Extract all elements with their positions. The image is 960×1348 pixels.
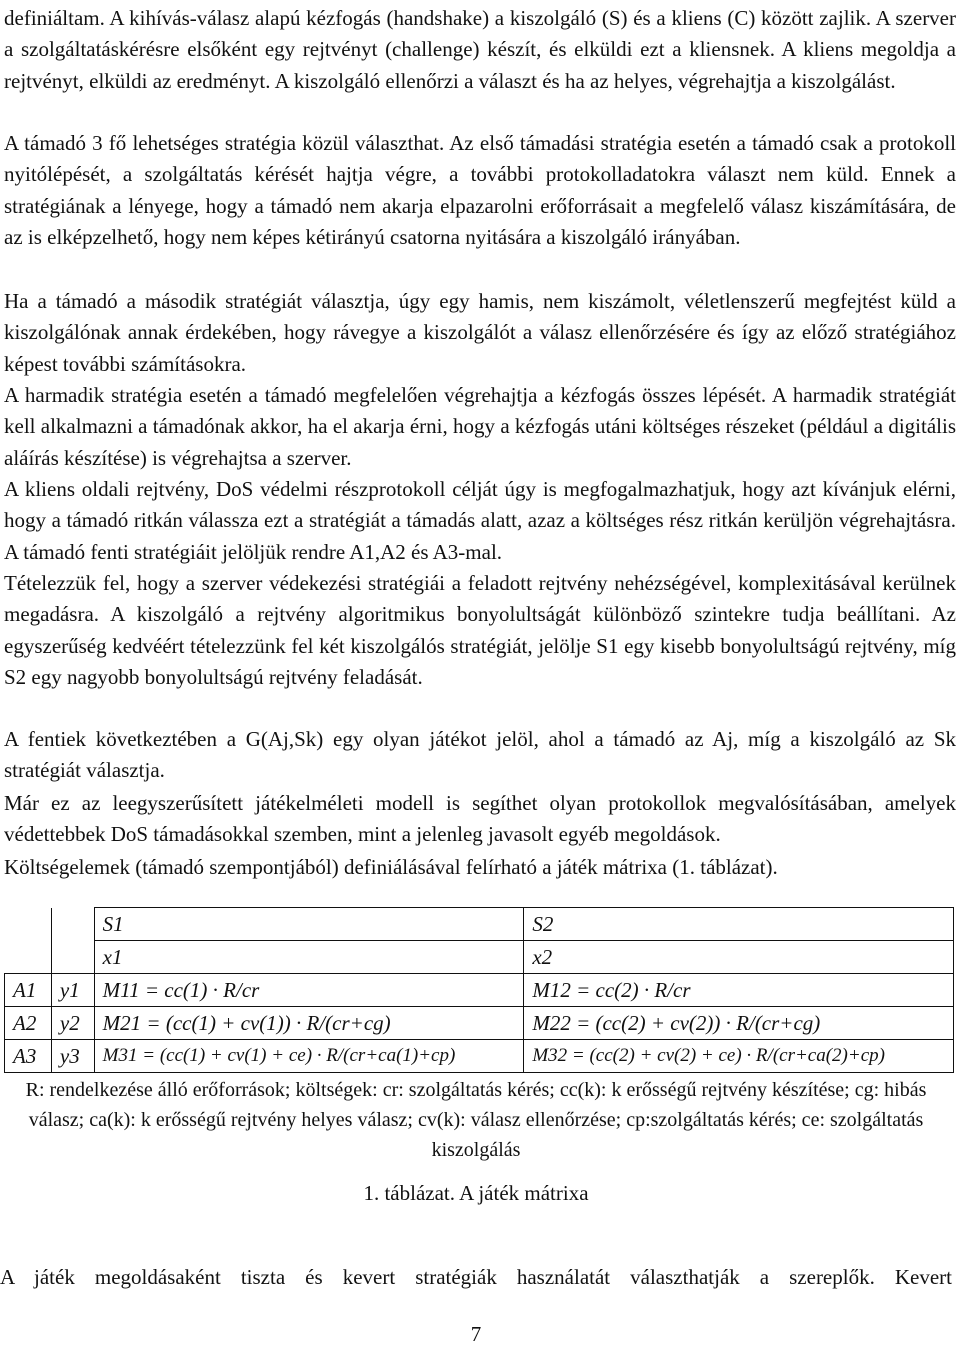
cell-m31: M31 = (cc(1) + cv(1) + ce) · R/(cr+ca(1)+cp) [94,1040,524,1073]
paragraph-9: Költségelemek (támadó szempontjából) definiálásával felírható a játék mátrixa (1. táblázat). [4,855,778,879]
header-x2: x2 [524,941,954,974]
row-a3: A3 [5,1040,52,1073]
paragraph-2: A támadó 3 fő lehetséges stratégia közül választhat. Az első támadási stratégia esetén a támadó csak a protokoll nyitólépését, a szolgáltatás kérését hajtja végre, a további protokolladatokra választ nem küld. Ennek a stratégiának a lényege, hogy a támadó nem akarja elpazarolni erőforrásait a megfelelő válasz kiszámítására, de az is elképzelhető, hogy nem képes kétirányú csatorna nyitására a kiszolgáló irányában. [4,131,956,250]
paragraph-10: A játék megoldásaként tiszta és kevert stratégiák használatát választhatják a szereplők. Kevert [0,1265,952,1289]
header-x1: x1 [94,941,524,974]
paragraph-8: Már ez az leegyszerűsített játékelméleti modell is segíthet olyan protokollok megvalósításában, amelyek védettebbek DoS támadásokkal szemben, mint a jelenleg javasolt egyéb megoldások. [4,791,956,847]
header-s1: S1 [94,908,524,941]
table-caption: 1. táblázat. A játék mátrixa [363,1181,589,1205]
row-y3: y3 [51,1040,94,1073]
row-a2: A2 [5,1007,52,1040]
table-note: R: rendelkezése álló erőforrások; költségek: cr: szolgáltatás kérés; cc(k): k erősségű rejtvény készítése; cg: hibás válasz; ca(k): k erősségű rejtvény helyes válasz; cv(k): válasz ellenőrzése; cp:szolgáltatás kérés; ce: szolgáltatás kiszolgálás [25,1079,927,1161]
paragraph-5: A kliens oldali rejtvény, DoS védelmi részprotokoll célját úgy is megfogalmazhatjuk, hogy azt kívánjuk elérni, hogy a támadó ritkán válassza ezt a stratégiát a támadás alatt, azaz a költséges rész ritkán kerüljön végrehajtásra. A támadó fenti stratégiáit jelöljük rendre A1,A2 és A3-mal. [4,477,956,564]
paragraph-1: definiáltam. A kihívás-válasz alapú kézfogás (handshake) a kiszolgáló (S) és a kliens (C) között zajlik. A szerver a szolgáltatáskérésre elsőként egy rejtvényt (challenge) készít, és elküldi ezt a kliensnek. A kliens megoldja a rejtvényt, elküldi az eredményt. A kiszolgáló ellenőrzi a választ és ha az helyes, végrehajtja a kiszolgálást. [4,6,956,93]
row-a1: A1 [5,974,52,1007]
table-subheader-row [5,941,954,974]
table-header-row [5,908,954,941]
cell-m21: M21 = (cc(1) + cv(1)) · R/(cr+cg) [94,1007,524,1040]
table-row [5,1040,954,1073]
paragraph-4: A harmadik stratégia esetén a támadó megfelelően végrehajtja a kézfogás összes lépését. A harmadik stratégiát kell alkalmazni a támadónak akkor, ha el akarja érni, hogy a kézfogás utáni költséges részeket (például a digitális aláírás készítése) is végrehajtsa a szerver. [4,383,956,470]
cell-m12: M12 = cc(2) · R/cr [524,974,954,1007]
table-row [5,1007,954,1040]
cell-m22: M22 = (cc(2) + cv(2)) · R/(cr+cg) [524,1007,954,1040]
cell-m32: M32 = (cc(2) + cv(2) + ce) · R/(cr+ca(2)+cp) [524,1040,954,1073]
header-s2: S2 [524,908,954,941]
cell-m11: M11 = cc(1) · R/cr [94,974,524,1007]
paragraph-6: Tételezzük fel, hogy a szerver védekezési stratégiái a feladott rejtvény nehézségével, komplexitásával kerülnek megadásra. A kiszolgáló a rejtvény algoritmikus bonyolultságát különböző szintekre tudja beállítani. Az egyszerűség kedvéért tételezzünk fel két kiszolgálós stratégiát, jelölje S1 egy kisebb bonyolultságú rejtvény, míg S2 egy nagyobb bonyolultságú rejtvény feladását. [4,571,956,690]
paragraph-7: A fentiek következtében a G(Aj,Sk) egy olyan játékot jelöl, ahol a támadó az Aj, míg a kiszolgáló az Sk stratégiát választja. [4,727,956,783]
page-number: 7 [470,1322,482,1346]
game-matrix-table [4,907,954,1073]
table-row [5,974,954,1007]
row-y1: y1 [51,974,94,1007]
paragraph-3: Ha a támadó a második stratégiát választja, úgy egy hamis, nem kiszámolt, véletlenszerű megfejtést küld a kiszolgálónak annak érdekében, hogy rávegye a kiszolgálót a válasz ellenőrzésére és így az előző stratégiához képest további számításokra. [4,289,956,376]
row-y2: y2 [51,1007,94,1040]
